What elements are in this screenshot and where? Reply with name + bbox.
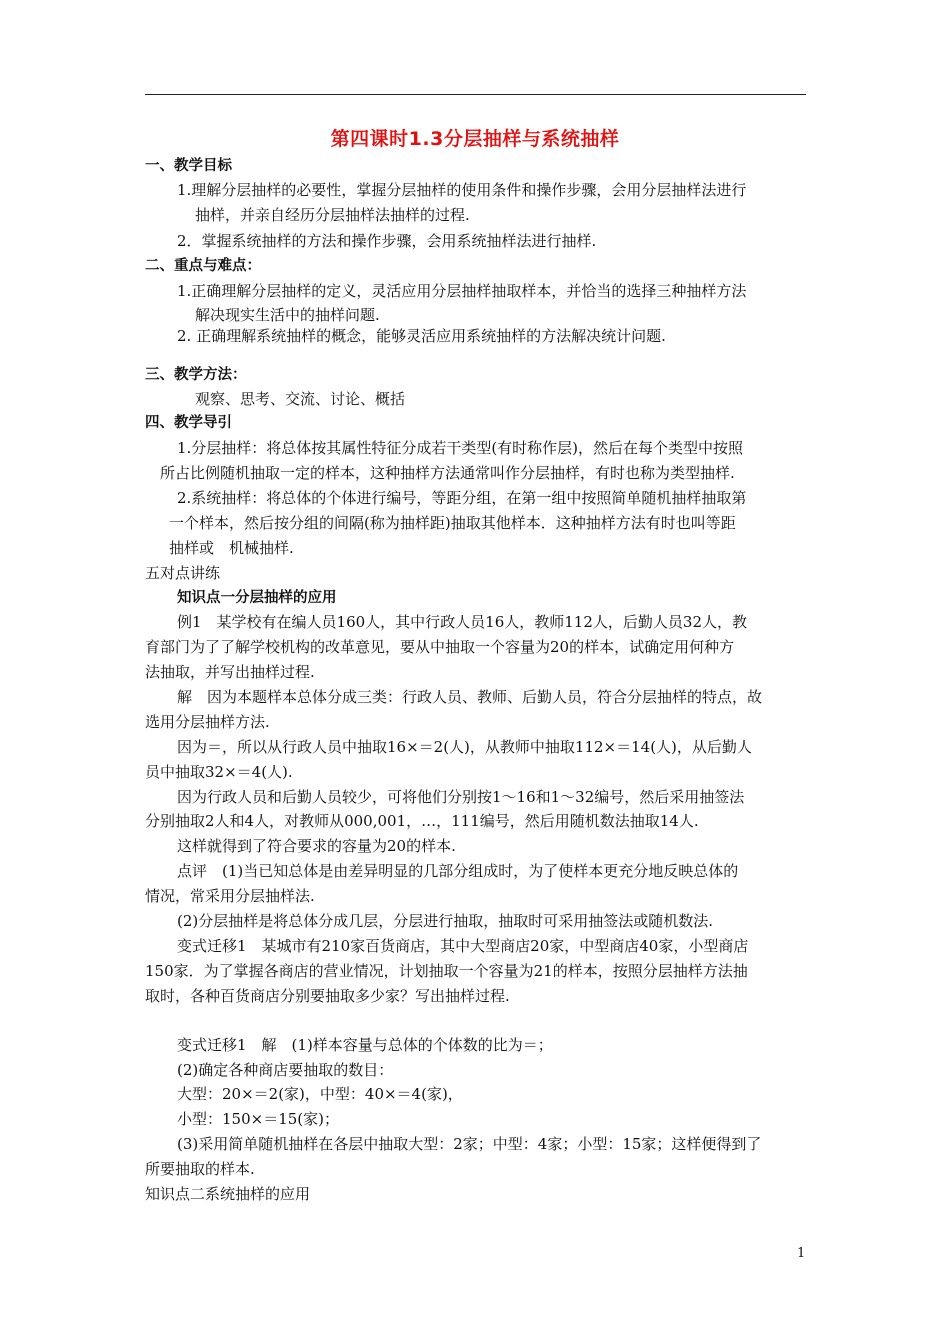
text-line: 选用分层抽样方法. (145, 713, 270, 731)
text-line: 因为行政人员和后勤人员较少，可将他们分别按1～16和1～32编号，然后采用抽签法 (177, 788, 745, 806)
text-line: 因为＝，所以从行政人员中抽取16×＝2(人)，从教师中抽取112×＝14(人)，从后勤人 (177, 738, 752, 756)
text-line: 抽样或 机械抽样. (169, 539, 294, 557)
text-line: 法抽取，并写出抽样过程. (145, 663, 315, 681)
text-line: 情况，常采用分层抽样法. (145, 887, 315, 905)
section-heading: 四、教学导引 (145, 415, 232, 431)
text-line: 变式迁移1 解 (1)样本容量与总体的个体数的比为＝； (177, 1036, 553, 1054)
text-line: 2. 正确理解系统抽样的概念，能够灵活应用系统抽样的方法解决统计问题. (177, 327, 666, 345)
section-heading: 一、教学目标 (145, 158, 232, 174)
text-line: 所要抽取的样本. (145, 1160, 255, 1178)
text-line: 1.理解分层抽样的必要性，掌握分层抽样的使用条件和操作步骤，会用分层抽样法进行 (177, 181, 747, 199)
text-line: 1.分层抽样：将总体按其属性特征分成若干类型(有时称作层)，然后在每个类型中按照 (177, 439, 744, 457)
text-line: 解决现实生活中的抽样问题. (195, 306, 380, 324)
text-line: (2)分层抽样是将总体分成几层，分层进行抽取，抽取时可采用抽签法或随机数法. (177, 912, 714, 930)
text-line: 大型：20×＝2(家)，中型：40×＝4(家)， (177, 1085, 463, 1103)
text-line: 员中抽取32×＝4(人). (145, 763, 293, 781)
text-line: (2)确定各种商店要抽取的数目： (177, 1061, 394, 1079)
text-line: 抽样，并亲自经历分层抽样法抽样的过程. (195, 206, 470, 224)
text-line: (3)采用简单随机抽样在各层中抽取大型：2家；中型：4家；小型：15家；这样便得到了 (177, 1135, 762, 1153)
text-line: 这样就得到了符合要求的容量为20的样本. (177, 837, 456, 855)
text-line: 所占比例随机抽取一定的样本，这种抽样方法通常叫作分层抽样，有时也称为类型抽样. (160, 464, 735, 482)
section-heading: 二、重点与难点： (145, 258, 261, 274)
subsection-heading: 知识点二系统抽样的应用 (145, 1185, 311, 1203)
text-line: 150家．为了掌握各商店的营业情况，计划抽取一个容量为21的样本，按照分层抽样方法抽 (145, 962, 748, 980)
section-heading: 三、教学方法： (145, 367, 247, 383)
text-line: 育部门为了了解学校机构的改革意见，要从中抽取一个容量为20的样本，试确定用何种方 (145, 638, 735, 656)
page-title: 第四课时1.3分层抽样与系统抽样 (330, 128, 620, 150)
text-line: 例1 某学校有在编人员160人，其中行政人员16人，教师112人，后勤人员32人，教 (177, 613, 747, 631)
text-line: 1.正确理解分层抽样的定义，灵活应用分层抽样抽取样本，并恰当的选择三种抽样方法 (177, 282, 747, 300)
text-line: 变式迁移1 某城市有210家百货商店，其中大型商店20家，中型商店40家，小型商店 (177, 937, 749, 955)
text-line: 点评 (1)当已知总体是由差异明显的几部分组成时，为了使样本更充分地反映总体的 (177, 862, 739, 880)
text-line: 解 因为本题样本总体分成三类：行政人员、教师、后勤人员，符合分层抽样的特点，故 (177, 688, 763, 706)
section-heading: 五对点讲练 (145, 564, 221, 582)
text-line: 2．掌握系统抽样的方法和操作步骤，会用系统抽样法进行抽样. (177, 232, 597, 250)
text-line: 2.系统抽样：将总体的个体进行编号，等距分组，在第一组中按照简单随机抽样抽取第 (177, 489, 747, 507)
header-rule (145, 94, 806, 95)
page-number: 1 (797, 1246, 806, 1261)
text-line: 取时，各种百货商店分别要抽取多少家？写出抽样过程. (145, 987, 510, 1005)
subsection-heading: 知识点一分层抽样的应用 (177, 590, 337, 606)
text-line: 一个样本，然后按分组的间隔(称为抽样距)抽取其他样本．这种抽样方法有时也叫等距 (169, 514, 736, 532)
text-line: 观察、思考、交流、讨论、概括 (195, 390, 406, 408)
text-line: 分别抽取2人和4人，对教师从000,001，…，111编号，然后用随机数法抽取14人. (145, 812, 699, 830)
text-line: 小型：150×＝15(家)； (177, 1110, 339, 1128)
